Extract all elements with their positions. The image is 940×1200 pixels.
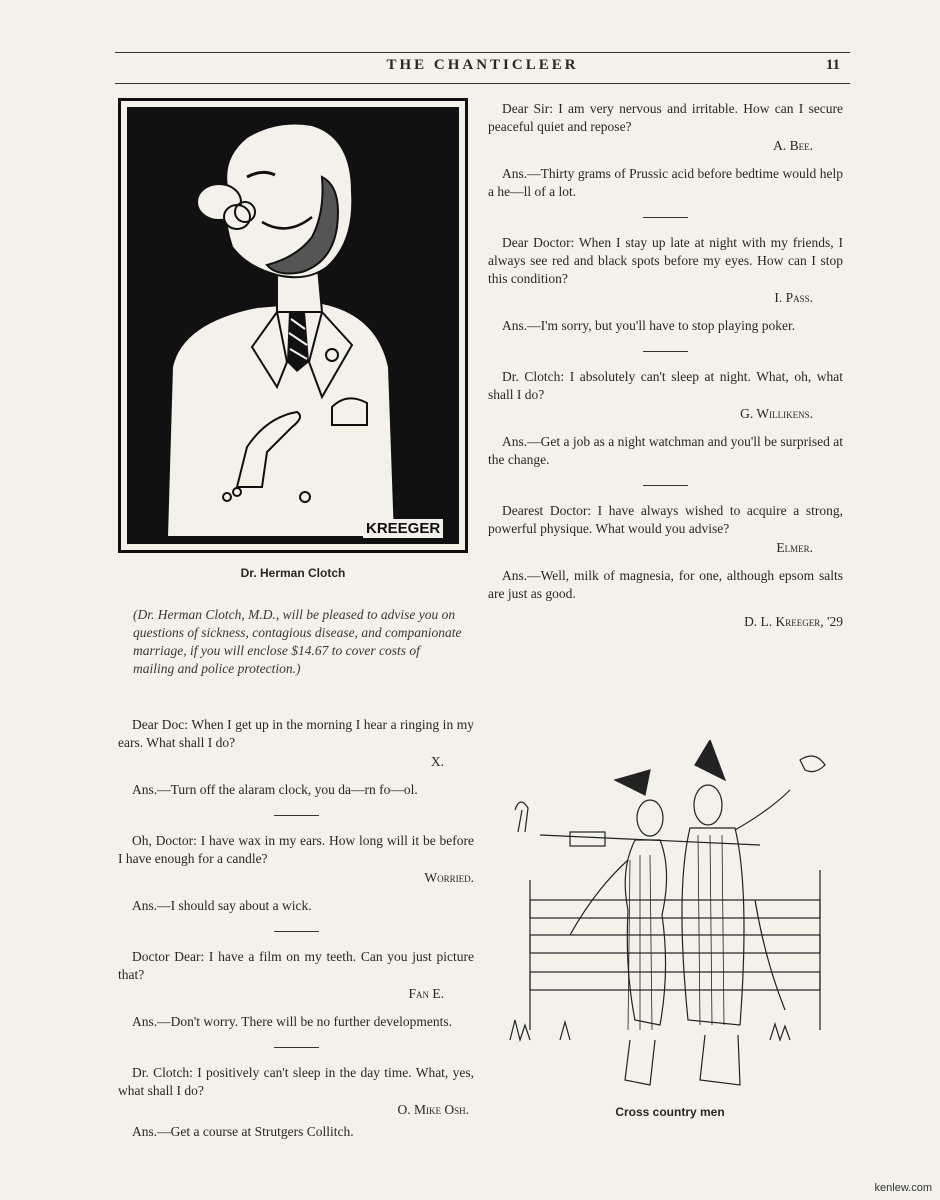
qa-item <box>118 832 474 915</box>
question: Dr. Clotch: I positively can't sleep in the day time. What, yes, what shall I do? <box>118 1065 474 1098</box>
question: Dear Doc: When I get up in the morning I hear a ringing in my ears. What shall I do? <box>118 717 474 750</box>
answer: Ans.—Well, milk of magnesia, for one, although epsom salts are just as good. <box>488 568 843 601</box>
sketch-drawing <box>500 740 840 1100</box>
author-credit: D. L. Kreeger, '29 <box>744 614 843 629</box>
qa-item <box>488 368 843 469</box>
signature: A. Bee. <box>773 138 813 153</box>
qa-item <box>118 1064 474 1141</box>
question: Dear Doctor: When I stay up late at night with my friends, I always see red and black spots before my eyes. How can I stop this condition? <box>488 235 843 286</box>
right-column <box>488 100 843 631</box>
left-column <box>118 716 474 1141</box>
doctor-caricature <box>127 107 459 544</box>
qa-item <box>118 716 474 799</box>
answer: Ans.—Turn off the alaram clock, you da—rn fo—ol. <box>132 782 418 797</box>
answer: Ans.—I should say about a wick. <box>132 898 312 913</box>
publication-title: THE CHANTICLEER <box>386 57 579 73</box>
separator <box>643 351 688 352</box>
qa-item <box>118 948 474 1031</box>
signature: O. Mike Osh. <box>397 1102 469 1117</box>
answer: Ans.—Don't worry. There will be no further developments. <box>132 1014 452 1029</box>
cross-country-sketch <box>500 740 840 1100</box>
header-rule-top <box>115 52 850 53</box>
qa-item <box>488 502 843 603</box>
separator <box>274 1047 319 1048</box>
answer: Ans.—Thirty grams of Prussic acid before bedtime would help a he—ll of a lot. <box>488 166 843 199</box>
page-number: 11 <box>825 57 840 73</box>
answer: Ans.—Get a course at Strutgers Collitch. <box>132 1124 354 1139</box>
masthead <box>115 57 850 79</box>
question: Oh, Doctor: I have wax in my ears. How long will it be before I have enough for a candle? <box>118 833 474 866</box>
qa-item <box>488 100 843 201</box>
separator <box>274 931 319 932</box>
separator <box>643 485 688 486</box>
signature: Fan E. <box>408 986 444 1001</box>
column-intro: (Dr. Herman Clotch, M.D., will be pleased to advise you on questions of sickness, contagious disease, and companionate marriage, if you will enclose $14.67 to cover costs of mailing and police protection.) <box>133 607 462 676</box>
question: Dearest Doctor: I have always wished to acquire a strong, powerful physique. What would you advise? <box>488 503 843 536</box>
separator <box>643 217 688 218</box>
question: Dear Sir: I am very nervous and irritable. How can I secure peaceful quiet and repose? <box>488 101 843 134</box>
signature: Worried. <box>424 870 474 885</box>
artist-signature: KREEGER <box>363 519 443 538</box>
separator <box>274 815 319 816</box>
portrait-illustration <box>118 98 468 553</box>
sketch-caption: Cross country men <box>615 1105 725 1119</box>
answer: Ans.—Get a job as a night watchman and you'll be surprised at the change. <box>488 434 843 467</box>
question: Doctor Dear: I have a film on my teeth. Can you just picture that? <box>118 949 474 982</box>
watermark: kenlew.com <box>874 1182 932 1194</box>
signature: I. Pass. <box>774 290 813 305</box>
signature: Elmer. <box>776 540 813 555</box>
signature: G. Willikens. <box>740 406 813 421</box>
qa-item <box>488 234 843 335</box>
question: Dr. Clotch: I absolutely can't sleep at night. What, oh, what shall I do? <box>488 369 843 402</box>
header-rule-bottom <box>115 83 850 84</box>
portrait-caption: Dr. Herman Clotch <box>240 566 346 580</box>
signature: X. <box>430 754 444 769</box>
answer: Ans.—I'm sorry, but you'll have to stop playing poker. <box>502 318 796 333</box>
portrait-background <box>127 107 459 544</box>
